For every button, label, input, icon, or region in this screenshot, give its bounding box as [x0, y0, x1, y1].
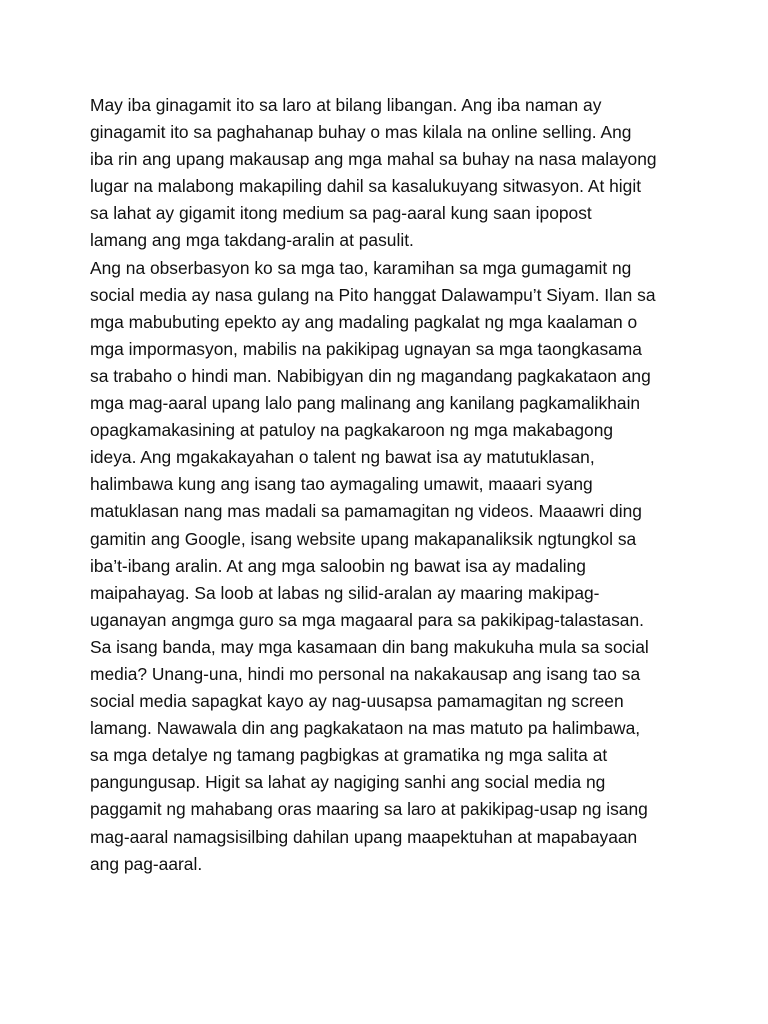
- text-line: uganayan angmga guro sa mga magaaral para sa pakikipag-talastasan.: [90, 609, 644, 630]
- text-line: Ang na obserbasyon ko sa mga tao, karamihan sa mga gumagamit ng: [90, 257, 632, 278]
- text-line: social media sapagkat kayo ay nag-uusapsa pamamagitan ng screen: [90, 691, 624, 712]
- text-line: lamang ang mga takdang-aralin at pasulit.: [90, 230, 414, 251]
- text-line: lamang. Nawawala din ang pagkakataon na mas matuto pa halimbawa,: [90, 718, 641, 739]
- text-line: mga mag-aaral upang lalo pang malinang ang kanilang pagkamalikhain: [90, 393, 641, 414]
- text-line: ang pag-aaral.: [90, 853, 203, 874]
- text-line: sa mga detalye ng tamang pagbigkas at gramatika ng mga salita at: [90, 745, 608, 766]
- text-line: sa trabaho o hindi man. Nabibigyan din ng magandang pagkakataon ang: [90, 365, 651, 386]
- text-line: halimbawa kung ang isang tao aymagaling umawit, maaari syang: [90, 474, 593, 495]
- text-line: iba’t-ibang aralin. At ang mga saloobin ng bawat isa ay madaling: [90, 555, 586, 576]
- text-line: iba rin ang upang makausap ang mga mahal sa buhay na nasa malayong: [90, 149, 657, 170]
- text-line: mga impormasyon, mabilis na pakikipag ugnayan sa mga taongkasama: [90, 338, 642, 359]
- text-line: ginagamit ito sa paghahanap buhay o mas kilala na online selling. Ang: [90, 122, 632, 143]
- text-line: gamitin ang Google, isang website upang makapanaliksik ngtungkol sa: [90, 528, 637, 549]
- text-line: May iba ginagamit ito sa laro at bilang libangan. Ang iba naman ay: [90, 95, 602, 115]
- text-line: Sa isang banda, may mga kasamaan din bang makukuha mula sa social: [90, 636, 649, 657]
- text-line: maipahayag. Sa loob at labas ng silid-aralan ay maaring makipag-: [90, 582, 600, 603]
- text-line: sa lahat ay gigamit itong medium sa pag-aaral kung saan ipopost: [90, 203, 592, 224]
- text-line: mag-aaral namagsisilbing dahilan upang maapektuhan at mapabayaan: [90, 826, 638, 847]
- text-line: opagkamakasining at patuloy na pagkakaroon ng mga makabagong: [90, 420, 614, 441]
- text-line: media? Unang-una, hindi mo personal na nakakausap ang isang tao sa: [90, 663, 641, 684]
- body-text: [90, 92, 690, 878]
- text-line: social media ay nasa gulang na Pito hanggat Dalawampu’t Siyam. Ilan sa: [90, 284, 656, 305]
- text-line: ideya. Ang mgakakayahan o talent ng bawat isa ay matutuklasan,: [90, 447, 595, 468]
- text-line: pangungusap. Higit sa lahat ay nagiging sanhi ang social media ng: [90, 772, 606, 793]
- text-line: matuklasan nang mas madali sa pamamagitan ng videos. Maaawri ding: [90, 501, 642, 522]
- text-line: paggamit ng mahabang oras maaring sa laro at pakikipag-usap ng isang: [90, 799, 648, 820]
- text-line: lugar na malabong makapiling dahil sa kasalukuyang sitwasyon. At higit: [90, 176, 642, 197]
- text-line: mga mabubuting epekto ay ang madaling pagkalat ng mga kaalaman o: [90, 311, 638, 332]
